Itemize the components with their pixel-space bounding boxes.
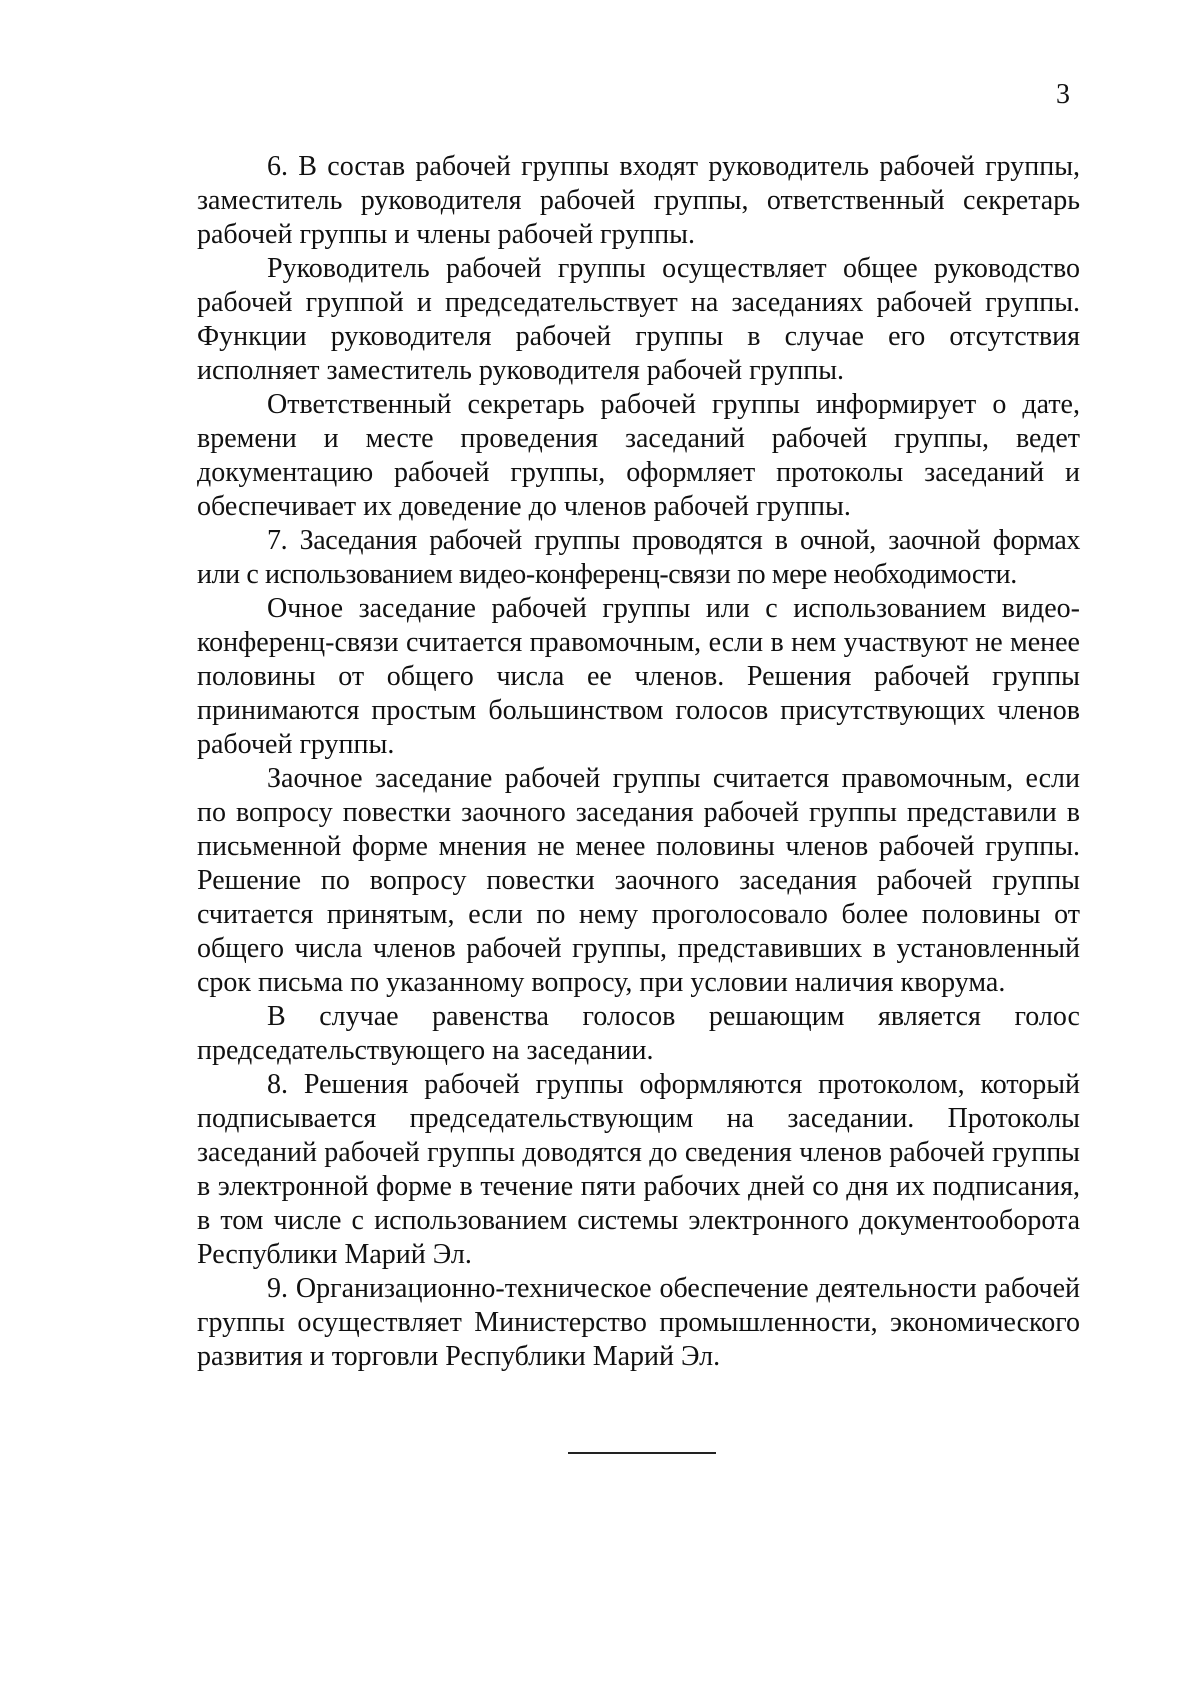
paragraph-secretary-duties: Ответственный секретарь рабочей группы информирует о дате, времени и месте проведения заседаний рабочей группы, ведет документацию рабочей группы, оформляет протоколы заседаний и обеспечивает их доведение до членов рабочей группы. (197, 389, 1080, 522)
paragraph-leader-duties: Руководитель рабочей группы осуществляет общее руководство рабочей группой и председательствует на заседаниях рабочей группы. Функции руководителя рабочей группы в случае его отсутствия исполняет заместитель руководителя рабочей группы. (197, 253, 1080, 386)
paragraph-8-protocols: 8. Решения рабочей группы оформляются протоколом, который подписывается председательствующим на заседании. Протоколы заседаний рабочей группы доводятся до сведения членов рабочей группы в электронной форме в течение пяти рабочих дней со дня их подписания, в том числе с использованием системы электронного документооборота Республики Марий Эл. (197, 1069, 1080, 1270)
paragraph-9-support: 9. Организационно-техническое обеспечение деятельности рабочей группы осуществляет Министерство промышленности, экономического развития и торговли Республики Марий Эл. (197, 1273, 1080, 1372)
paragraph-absentee-meeting: Заочное заседание рабочей группы считается правомочным, если по вопросу повестки заочного заседания рабочей группы представили в письменной форме мнения не менее половины членов рабочей группы. Решение по вопросу повестки заочного заседания рабочей группы считается принятым, если по нему проголосовало более половины от общего числа членов рабочей группы, представивших в установленный срок письма по указанному вопросу, при условии наличия кворума. (197, 763, 1080, 998)
paragraph-tie-vote: В случае равенства голосов решающим является голос председательствующего на заседании. (197, 1001, 1080, 1066)
paragraph-7-meeting-forms: 7. Заседания рабочей группы проводятся в очной, заочной формах или с использованием видео-конференц-связи по мере необходимости. (197, 525, 1080, 590)
end-of-document-rule (568, 1452, 716, 1454)
document-body (197, 150, 1080, 1374)
paragraph-in-person-meeting: Очное заседание рабочей группы или с использованием видео-конференц-связи считается правомочным, если в нем участвуют не менее половины от общего числа ее членов. Решения рабочей группы принимаются простым большинством голосов присутствующих членов рабочей группы. (197, 593, 1080, 760)
page-number: 3 (1056, 79, 1070, 110)
paragraph-6-composition: 6. В состав рабочей группы входят руководитель рабочей группы, заместитель руководителя рабочей группы, ответственный секретарь рабочей группы и члены рабочей группы. (197, 151, 1080, 250)
